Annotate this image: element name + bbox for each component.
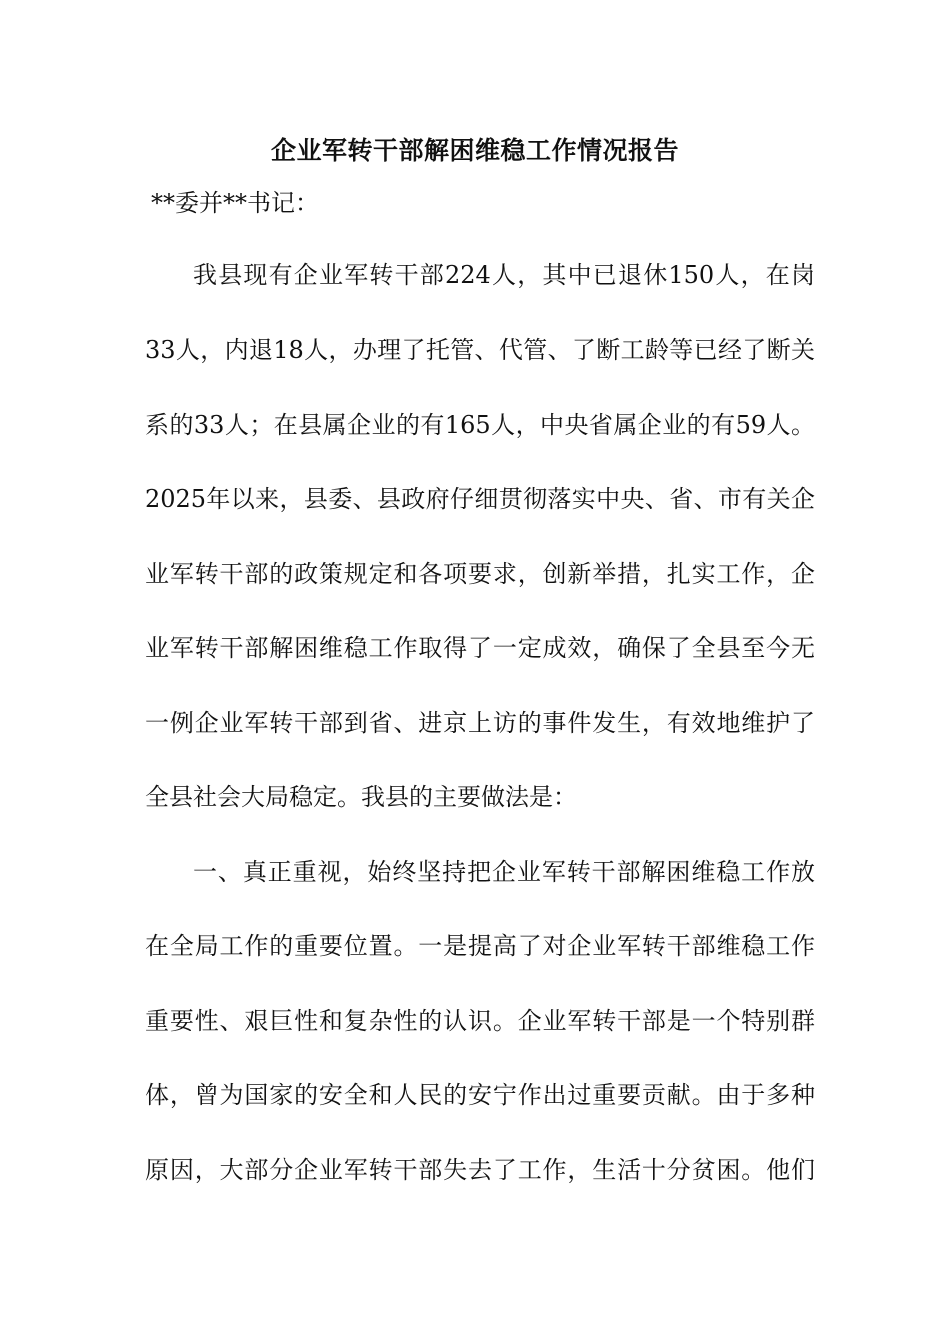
body-line: 一例企业军转干部到省、进京上访的事件发生，有效地维护了 — [145, 709, 815, 737]
body-line: 系的33人；在县属企业的有165人，中央省属企业的有59人。 — [145, 411, 815, 439]
body-line: 33人，内退18人，办理了托管、代管、了断工龄等已经了断关 — [145, 336, 815, 364]
body-line: 重要性、艰巨性和复杂性的认识。企业军转干部是一个特别群 — [145, 1007, 815, 1035]
body-line: 全县社会大局稳定。我县的主要做法是： — [145, 783, 577, 811]
body-line: 原因，大部分企业军转干部失去了工作，生活十分贫困。他们 — [145, 1156, 815, 1184]
body-line: 我县现有企业军转干部224人，其中已退休150人，在岗 — [193, 261, 815, 289]
body-line: 在全局工作的重要位置。一是提高了对企业军转干部维稳工作 — [145, 932, 815, 960]
body-line: 2025年以来，县委、县政府仔细贯彻落实中央、省、市有关企 — [145, 485, 815, 513]
body-line: 体，曾为国家的安全和人民的安宁作出过重要贡献。由于多种 — [145, 1081, 815, 1109]
body-line: 业军转干部的政策规定和各项要求，创新举措，扎实工作，企 — [145, 560, 815, 588]
document-title: 企业军转干部解困维稳工作情况报告 — [270, 136, 679, 165]
body-line: 业军转干部解困维稳工作取得了一定成效，确保了全县至今无 — [145, 634, 815, 662]
body-line: 一、真正重视，始终坚持把企业军转干部解困维稳工作放 — [193, 858, 815, 886]
salutation: **委并**书记： — [151, 189, 319, 217]
